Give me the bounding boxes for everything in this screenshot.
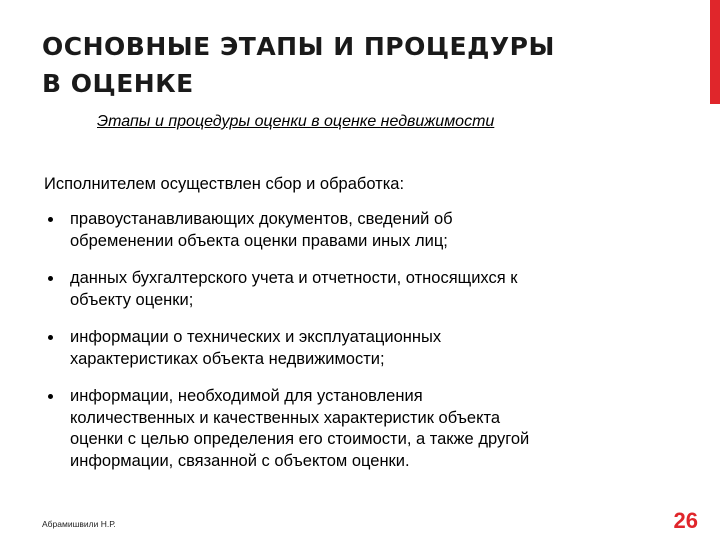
page-number: 26 bbox=[673, 508, 698, 533]
bullet-line: правоустанавливающих документов, сведений об bbox=[70, 210, 453, 228]
bullet-item-1 bbox=[44, 209, 664, 252]
bullet-dot-icon bbox=[48, 335, 53, 340]
slide-title bbox=[42, 28, 682, 102]
bullet-line: объекту оценки; bbox=[70, 290, 194, 309]
slide-title-line-2: В ОЦЕНКЕ bbox=[42, 69, 194, 98]
bullet-line: оценки с целью определения его стоимости, а также другой bbox=[70, 430, 530, 448]
bullet-dot-icon bbox=[48, 276, 53, 281]
bullet-line: информации, связанной с объектом оценки. bbox=[70, 451, 410, 470]
intro-text: Исполнителем осуществлен сбор и обработка: bbox=[44, 175, 405, 193]
bullet-list bbox=[44, 209, 664, 488]
bullet-item-2 bbox=[44, 268, 664, 311]
bullet-dot-icon bbox=[48, 217, 53, 222]
bullet-item-3 bbox=[44, 327, 664, 370]
bullet-line: данных бухгалтерского учета и отчетности, относящихся к bbox=[70, 269, 518, 287]
bullet-line: характеристиках объекта недвижимости; bbox=[70, 349, 385, 368]
bullet-line: информации о технических и эксплуатационных bbox=[70, 328, 442, 346]
bullet-line: информации, необходимой для установления bbox=[70, 387, 423, 405]
slide-title-line-1: ОСНОВНЫЕ ЭТАПЫ И ПРОЦЕДУРЫ bbox=[42, 32, 555, 61]
slide-subtitle: Этапы и процедуры оценки в оценке недвижимости bbox=[97, 113, 495, 130]
author-credit: Абрамишвили Н.Р. bbox=[42, 519, 116, 529]
accent-bar bbox=[710, 0, 720, 104]
bullet-line: обременении объекта оценки правами иных лиц; bbox=[70, 231, 448, 250]
bullet-dot-icon bbox=[48, 394, 53, 399]
bullet-item-4 bbox=[44, 386, 664, 472]
bullet-line: количественных и качественных характеристик объекта bbox=[70, 408, 501, 427]
